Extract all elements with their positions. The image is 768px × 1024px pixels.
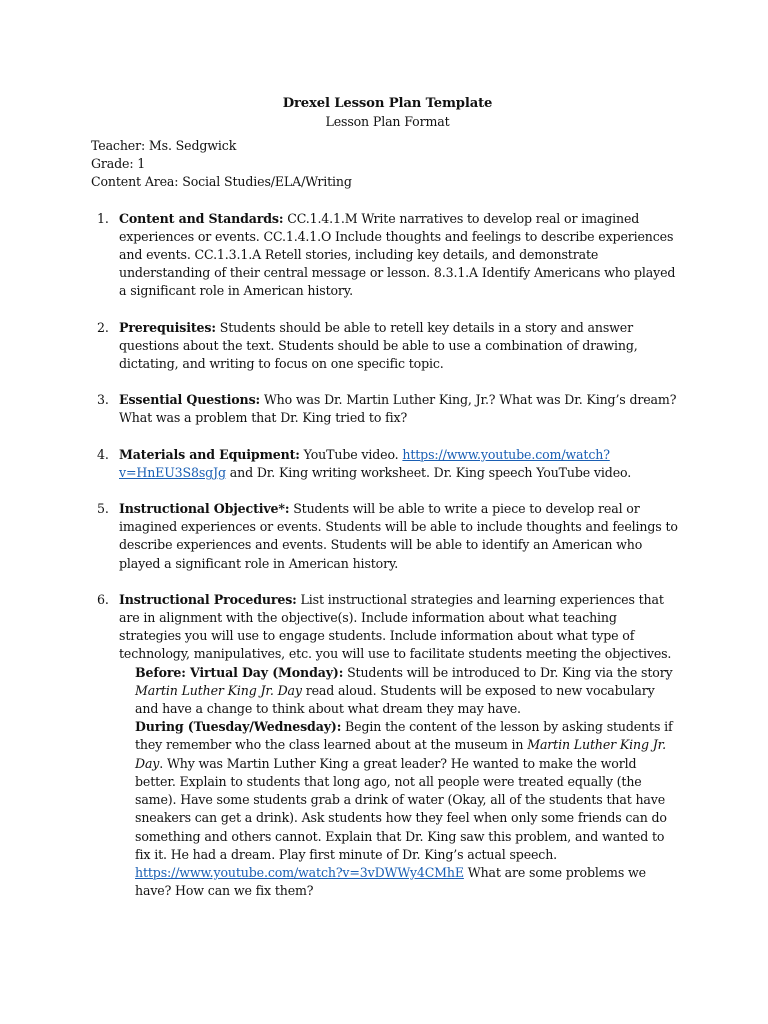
section-number: 6. <box>97 591 109 607</box>
lesson-sections <box>91 210 678 901</box>
section-instructional-objective <box>91 500 678 573</box>
before-text-continued: read aloud. Students will be exposed to new vocabulary and have a change to think about what dream they may have. <box>135 682 655 717</box>
section-number: 5. <box>97 501 109 517</box>
during-text-continued: . Why was Martin Luther King a great leader? He wanted to make the world better. Explain to students that long ago, not all people were treated equally (the same). Have some students grab a drink of water (Okay, all of the students that have sneakers can get a drink). Ask students how they feel when only some friends can do something and others cannot. Explain that Dr. King saw this problem, and wanted to fix it. He had a dream. Play first minute of Dr. King’s actual speech. <box>135 755 667 862</box>
section-text: List instructional strategies and learning experiences that are in alignment with the objective(s). Include information about what teaching strategies you will use to engage students. Include information about what type of technology, manipulatives, etc. you will use to facilitate students meeting the objectives. <box>119 591 672 662</box>
teacher-line: Teacher: Ms. Sedgwick <box>91 138 237 153</box>
during-label: During (Tuesday/Wednesday): <box>135 719 342 735</box>
section-label: Content and Standards: <box>119 210 284 226</box>
section-number: 4. <box>97 446 109 462</box>
document-title: Drexel Lesson Plan Template <box>282 96 493 111</box>
before-label: Before: Virtual Day (Monday): <box>135 664 344 680</box>
section-text: CC.1.4.1.M Write narratives to develop real or imagined experiences or events. CC.1.4.1.O Include thoughts and feelings to describe experiences and events. CC.1.3.1.A Retell stories, including key details, and demonstrate understanding of their central message or lesson. 8.3.1.A Identify Americans who played a significant role in American history. <box>119 210 676 299</box>
section-label: Instructional Procedures: <box>119 591 297 607</box>
before-text: Students will be introduced to Dr. King via the story <box>343 664 673 680</box>
document-subtitle: Lesson Plan Format <box>325 114 450 129</box>
content-area-line: Content Area: Social Studies/ELA/Writing <box>91 174 352 190</box>
youtube-link-materials[interactable]: https://www.youtube.com/watch?v=HnEU3S8sgJg <box>119 446 610 480</box>
section-text: Students will be able to write a piece to develop real or imagined experiences or events. Students will be able to include thoughts and feelings to describe experiences and events. Students will be able to identify an American who played a significant role in American history. <box>119 501 678 571</box>
lesson-meta <box>91 137 678 192</box>
youtube-link-speech[interactable]: https://www.youtube.com/watch?v=3vDWWy4CMhE <box>135 864 464 880</box>
section-text-after: and Dr. King writing worksheet. Dr. King speech YouTube video. <box>225 464 632 480</box>
before-paragraph <box>135 664 678 719</box>
section-label: Instructional Objective*: <box>119 501 290 517</box>
section-content-standards <box>91 210 678 301</box>
during-paragraph <box>135 718 678 900</box>
section-label: Materials and Equipment: <box>119 446 300 462</box>
book-title: Martin Luther King Jr. Day <box>135 737 666 771</box>
during-text-end: What are some problems we have? How can we fix them? <box>135 864 646 899</box>
section-number: 3. <box>97 392 109 408</box>
grade-line: Grade: 1 <box>91 156 146 172</box>
book-title: Martin Luther King Jr. Day <box>135 682 302 698</box>
during-text: Begin the content of the lesson by asking students if they remember who the class learned about at the museum in <box>135 719 673 753</box>
section-instructional-procedures <box>91 591 678 900</box>
section-prerequisites <box>91 319 678 374</box>
section-text: Students should be able to retell key details in a story and answer questions about the text. Students should be able to use a combination of drawing, dictating, and writing to focus on one specific topic. <box>119 319 638 372</box>
section-label: Prerequisites: <box>119 319 216 335</box>
procedures-detail <box>135 664 678 901</box>
section-essential-questions <box>91 391 678 427</box>
section-text: YouTube video. <box>299 446 403 462</box>
section-materials <box>91 446 678 482</box>
section-text: Who was Dr. Martin Luther King, Jr.? What was Dr. King’s dream? What was a problem that Dr. King tried to fix? <box>119 392 677 426</box>
section-number: 1. <box>97 210 109 226</box>
section-number: 2. <box>97 319 109 335</box>
section-label: Essential Questions: <box>119 392 261 408</box>
